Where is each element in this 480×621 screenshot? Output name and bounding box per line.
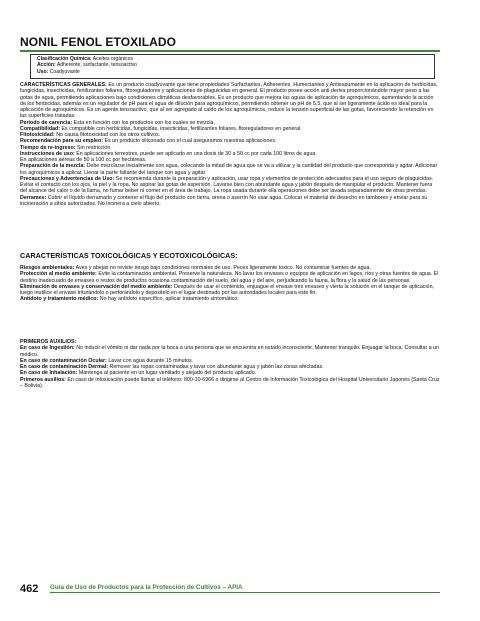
clasificacion-label: Clasificación Química: — [37, 56, 92, 62]
paragraph-label: Precauciones y Advertencias de Uso: — [20, 175, 115, 182]
paragraph — [20, 271, 440, 284]
paragraph-label: Derrames: — [20, 194, 47, 201]
paragraph-text: Es un producto coadyuvante que tiene propiedades Surfactantes, Adherentes, Humectantes y Antiespumante en la aplicación de herbicidas, fungicidas, insecticidas, fertilizantes foliares, fitoreguladores y aplicaciones de plaguicidas en general. El producto posee acción anti deriva proporcionándole mayor peso a las gotas de agua, permitiendo aplicaciones bajo condiciones climáticas desfavorables. Es un producto que mejora las aguas de aplicación de agroquímicos, aumentando la acción de los herbicidas, además es un regulador de pH para el agua de dilución para agroquímicos, permitiendo obtener un pH de 5.5, que al ser ligeramente ácido es ideal para la aplicación de agroquímicos. Es un agente tensoactivo, que al ser agregado al caldo de los agroquímicos, reduce la tensión superficial de las gotas, favoreciendo la retención en las superficies tratadas. — [20, 82, 438, 120]
paragraph-label: En caso de contaminación Ocular: — [20, 357, 107, 364]
paragraph-text: No inducir el vómito ni dar nada por la boca a una persona que se encuentra en estado inconsciente. Mantener tranquilo. Enjuagar la boca. Consultar a un médico. — [20, 345, 440, 358]
paragraph-label: Recomendación para su empleo: — [20, 138, 104, 145]
paragraph — [20, 284, 440, 297]
toxicology-section — [20, 265, 440, 303]
paragraph-label: Tiempo de re-ingreso: — [20, 144, 76, 151]
paragraph-text: Debe mezclarse inicialmente con agua, colocando la mitad de agua que se va a utilizar y la cantidad del producto que corresponda y agitar. Adicionar los agroquímicos a aplicar. Llenar la parte faltante del tanque con agua y agitar. — [20, 163, 438, 176]
uso-value: Coadyuvante — [49, 68, 80, 75]
accion-value: Adherente, surfactante, tensoactivo — [56, 62, 137, 69]
paragraph-label: En caso de contaminación Dermal: — [20, 364, 109, 370]
page-footer — [20, 584, 440, 598]
paragraph-label: Eliminación de envases y conservación del medio ambiente: — [20, 283, 173, 290]
paragraph-text: Cubrir el líquido derramado y contener el flujo del producto con tierra, arena o aserrín No usar agua. Colocar el material de desecho en tambores y enviar para su incineración a sitios autorizados. No incinera a cielo abierto. — [20, 194, 428, 207]
footer-text: Guía de Uso de Productos para la Protección de Cultivos – APIA — [50, 584, 243, 591]
first-aid-section — [20, 339, 440, 389]
general-characteristics — [20, 82, 440, 207]
paragraph-text: Es un producto siliconado con el cual aseguramos nuestras aplicaciones. — [104, 138, 277, 145]
paragraph-label: En caso de Inhalación: — [20, 370, 78, 377]
uso-row — [37, 69, 434, 75]
paragraph-text: En aplicaciones aéreas de 50 a 100 cc por hectáreas. — [20, 157, 147, 163]
paragraph-text: No causa fitotoxicidad con los otros cultivos. — [56, 132, 161, 138]
uso-label: Uso: — [37, 68, 49, 75]
toxicology-heading: CARACTERÍSTICAS TOXICOLÓGICAS Y ECOTOXICOLÓGICAS: — [20, 251, 238, 260]
paragraph-label: Compatibilidad: — [20, 125, 61, 132]
paragraph-text: Lavar con agua durante 15 minutos. — [108, 357, 194, 364]
paragraph-text: Evite la contaminación ambiental. Preserve la naturaleza. No lavar los envases o equipos de aplicación en lagos, ríos y otras fuentes de agua. El destino inadecuado de envases o restos de productos ocasiona contaminación del suelo, del agua y del aire, perjudicando la fauna, la flora y la salud de las personas. — [20, 271, 439, 284]
paragraph — [20, 163, 440, 176]
clasificacion-value: Aceites orgánicos — [92, 56, 133, 62]
paragraph-text: Después de usar el contenido, enjuague el envase tres envases y vierta la solución en el tanque de aplicación, luego inutilice el envase triturándolo o perforándolo y depositelo en el lugar destinado por las autoridades locales para este fin. — [20, 283, 434, 296]
paragraph-text: Mantenga al paciente en un lugar ventilado y alejado del producto aplicado. — [78, 370, 257, 377]
paragraph-label: Antídoto y tratamiento médico: — [20, 296, 99, 303]
paragraph — [20, 296, 440, 302]
paragraph — [20, 82, 440, 120]
footer-rule — [50, 592, 440, 593]
paragraph — [20, 176, 440, 195]
product-info-box — [30, 54, 435, 79]
paragraph — [20, 195, 440, 208]
paragraph-text: Se recomienda durante la preparación y aplicación, usar ropa y elementos de protección adecuados para el uso seguro de plaguicidas. Evitar el contacto con los ojos, la piel y la ropa. No aspirar las gotas de aspersión. Lavarse bien con abundante agua y jabón después de manipular el producto. Mantener fuera del alcance del calor o de la llama, no fumar beber ni comer en el área de trabajo. La ropa usada durante ella operaciones debe ser lavada separadamente de otras prendas. — [20, 175, 434, 195]
paragraph-label: En caso de Ingestión: — [20, 345, 75, 352]
paragraph-label: Protección al medio ambiente: — [20, 271, 97, 278]
title-divider — [20, 50, 440, 52]
paragraph-text: Esta en función con los productos con los cuales se mezcla. — [73, 119, 215, 126]
paragraph-label: Periodo de carencia: — [20, 119, 73, 126]
paragraph-text: En caso de intoxicación puede llamar al teléfono: 800-10-6966 o dirigirse al Centro de Información Toxicológica del Hospital Universitario Japonés (Santa Cruz – Bolivia). — [20, 376, 440, 389]
page-number: 462 — [20, 583, 39, 595]
first-aid-heading: PRIMEROS AUXILIOS: — [20, 339, 77, 345]
paragraph-label: Riesgos ambientales: — [20, 265, 75, 271]
paragraph-text: Aves y abejas no reviste riesgo bajo condiciones normales de uso. Peces ligeramente toxico. No contaminar fuentes de agua. — [75, 265, 371, 271]
paragraph — [20, 345, 440, 358]
paragraph-label: Primeros auxilios: — [20, 376, 66, 383]
paragraph-text: No hay antídoto específico, aplicar tratamiento sintomático. — [99, 296, 239, 303]
paragraph-label: Preparación de la mezcla: — [20, 163, 86, 170]
paragraph — [20, 377, 440, 390]
paragraph-label: Instrucciones de uso: — [20, 150, 75, 157]
paragraph-text: Sin restricción — [77, 144, 111, 151]
paragraph-text: Remover las ropas contaminadas y lavar con abundante agua y jabón las zonas afectadas. — [109, 364, 324, 370]
paragraph-text: En aplicaciones terrestres, puede ser aplicado en una dosis de 30 a 50 cc por cada 100 litros de agua. — [76, 150, 317, 157]
paragraph-label: Fitotoxicidad: — [20, 132, 55, 138]
page-title: NONIL FENOL ETOXILADO — [20, 35, 177, 49]
accion-label: Acción: — [37, 62, 56, 69]
paragraph-text: Es compatible con herbicidas, fungicidas, insecticidas, fertilizantes foliares, fitoreguladores en general. — [61, 125, 302, 132]
paragraph-label: CARACTERÍSTICAS GENERALES: — [20, 82, 107, 88]
